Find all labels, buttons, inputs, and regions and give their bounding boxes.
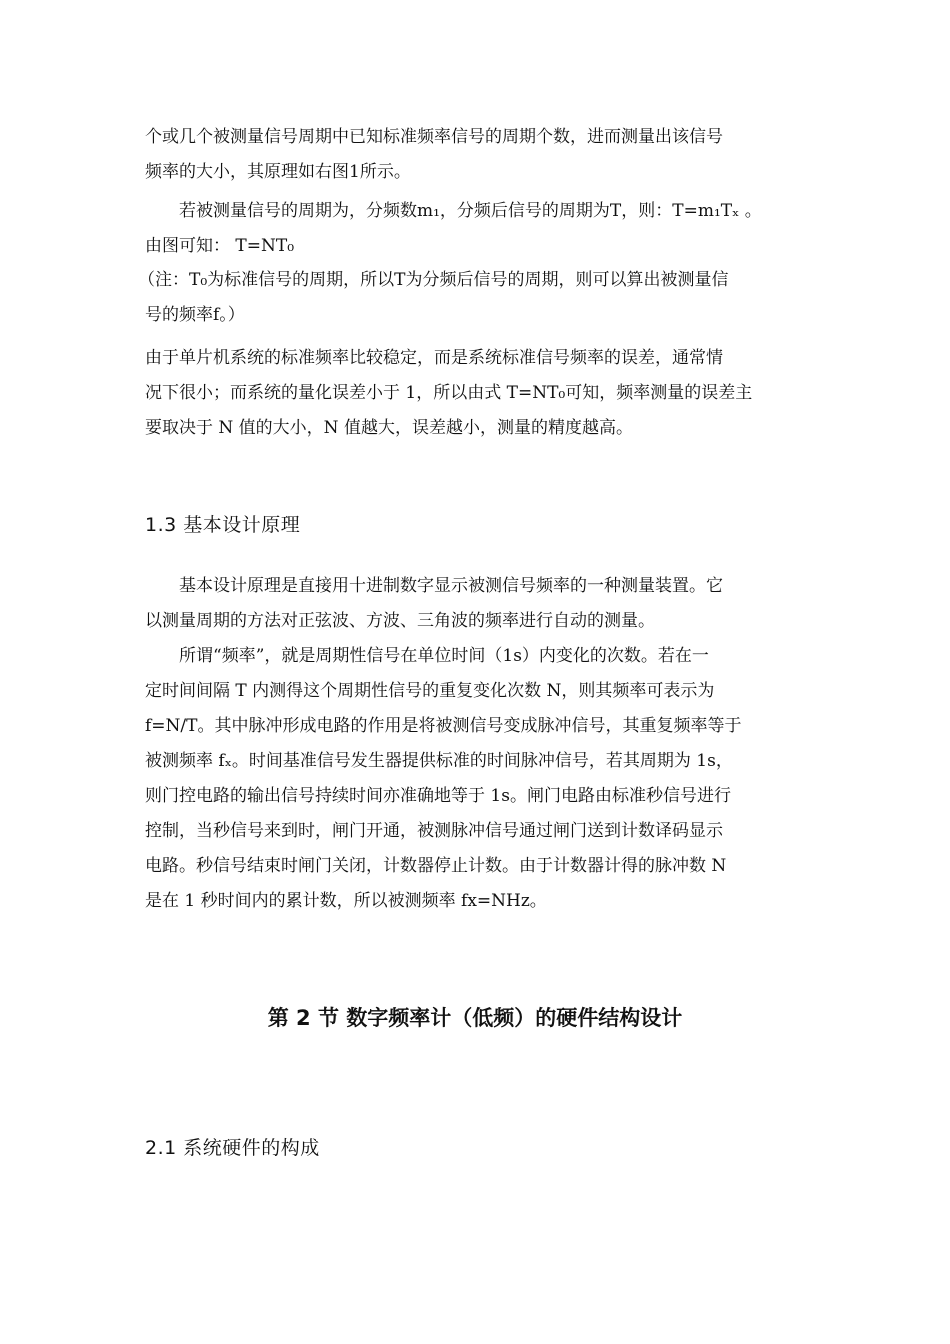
text-line: 号的频率f。） xyxy=(145,305,245,325)
text-line: 被测频率 fₓ。时间基准信号发生器提供标准的时间脉冲信号，若其周期为 1s， xyxy=(145,751,733,771)
text-line: 以测量周期的方法对正弦波、方波、三角波的频率进行自动的测量。 xyxy=(145,611,655,631)
paragraph-error-analysis xyxy=(145,341,807,446)
paragraph-design-principle xyxy=(145,569,807,639)
text-line: 定时间间隔 T 内测得这个周期性信号的重复变化次数 N，则其频率可表示为 xyxy=(145,681,715,701)
text-line: 频率的大小，其原理如右图1所示。 xyxy=(145,162,411,182)
section-heading-1-3: 1.3 基本设计原理 xyxy=(145,514,301,536)
text-line: f=N/T。其中脉冲形成电路的作用是将被测信号变成脉冲信号，其重复频率等于 xyxy=(145,716,742,736)
text-line: 个或几个被测量信号周期中已知标准频率信号的周期个数，进而测量出该信号 xyxy=(145,127,723,147)
text-line: 则门控电路的输出信号持续时间亦准确地等于 1s。闸门电路由标准秒信号进行 xyxy=(145,786,731,806)
paragraph-frequency-definition xyxy=(145,639,807,919)
chapter-heading-2: 第 2 节 数字频率计（低频）的硬件结构设计 xyxy=(267,1006,683,1030)
paragraph-note xyxy=(138,263,807,333)
paragraph-period-formula xyxy=(145,194,807,264)
text-line: 况下很小；而系统的量化误差小于 1，所以由式 T=NT₀可知，频率测量的误差主 xyxy=(145,383,753,403)
text-line: 控制，当秒信号来到时，闸门开通，被测脉冲信号通过闸门送到计数译码显示 xyxy=(145,821,723,841)
section-heading-2-1: 2.1 系统硬件的构成 xyxy=(145,1137,320,1159)
text-line: 是在 1 秒时间内的累计数，所以被测频率 fx=NHz。 xyxy=(145,891,547,911)
text-line: 由于单片机系统的标准频率比较稳定，而是系统标准信号频率的误差，通常情 xyxy=(145,348,723,368)
text-line: 要取决于 N 值的大小，N 值越大，误差越小，测量的精度越高。 xyxy=(145,418,633,438)
text-line: 所谓“频率”，就是周期性信号在单位时间（1s）内变化的次数。若在一 xyxy=(179,646,709,666)
text-line: 由图可知： T=NT₀ xyxy=(145,236,295,256)
text-line: （注：T₀为标准信号的周期，所以T为分频后信号的周期，则可以算出被测量信 xyxy=(138,270,729,290)
paragraph-principle-intro xyxy=(145,120,807,190)
text-line: 电路。秒信号结束时闸门关闭，计数器停止计数。由于计数器计得的脉冲数 N xyxy=(145,856,727,876)
text-line: 若被测量信号的周期为，分频数m₁，分频后信号的周期为T，则：T=m₁Tₓ 。 xyxy=(179,201,762,221)
text-line: 基本设计原理是直接用十进制数字显示被测信号频率的一种测量装置。它 xyxy=(179,576,723,596)
